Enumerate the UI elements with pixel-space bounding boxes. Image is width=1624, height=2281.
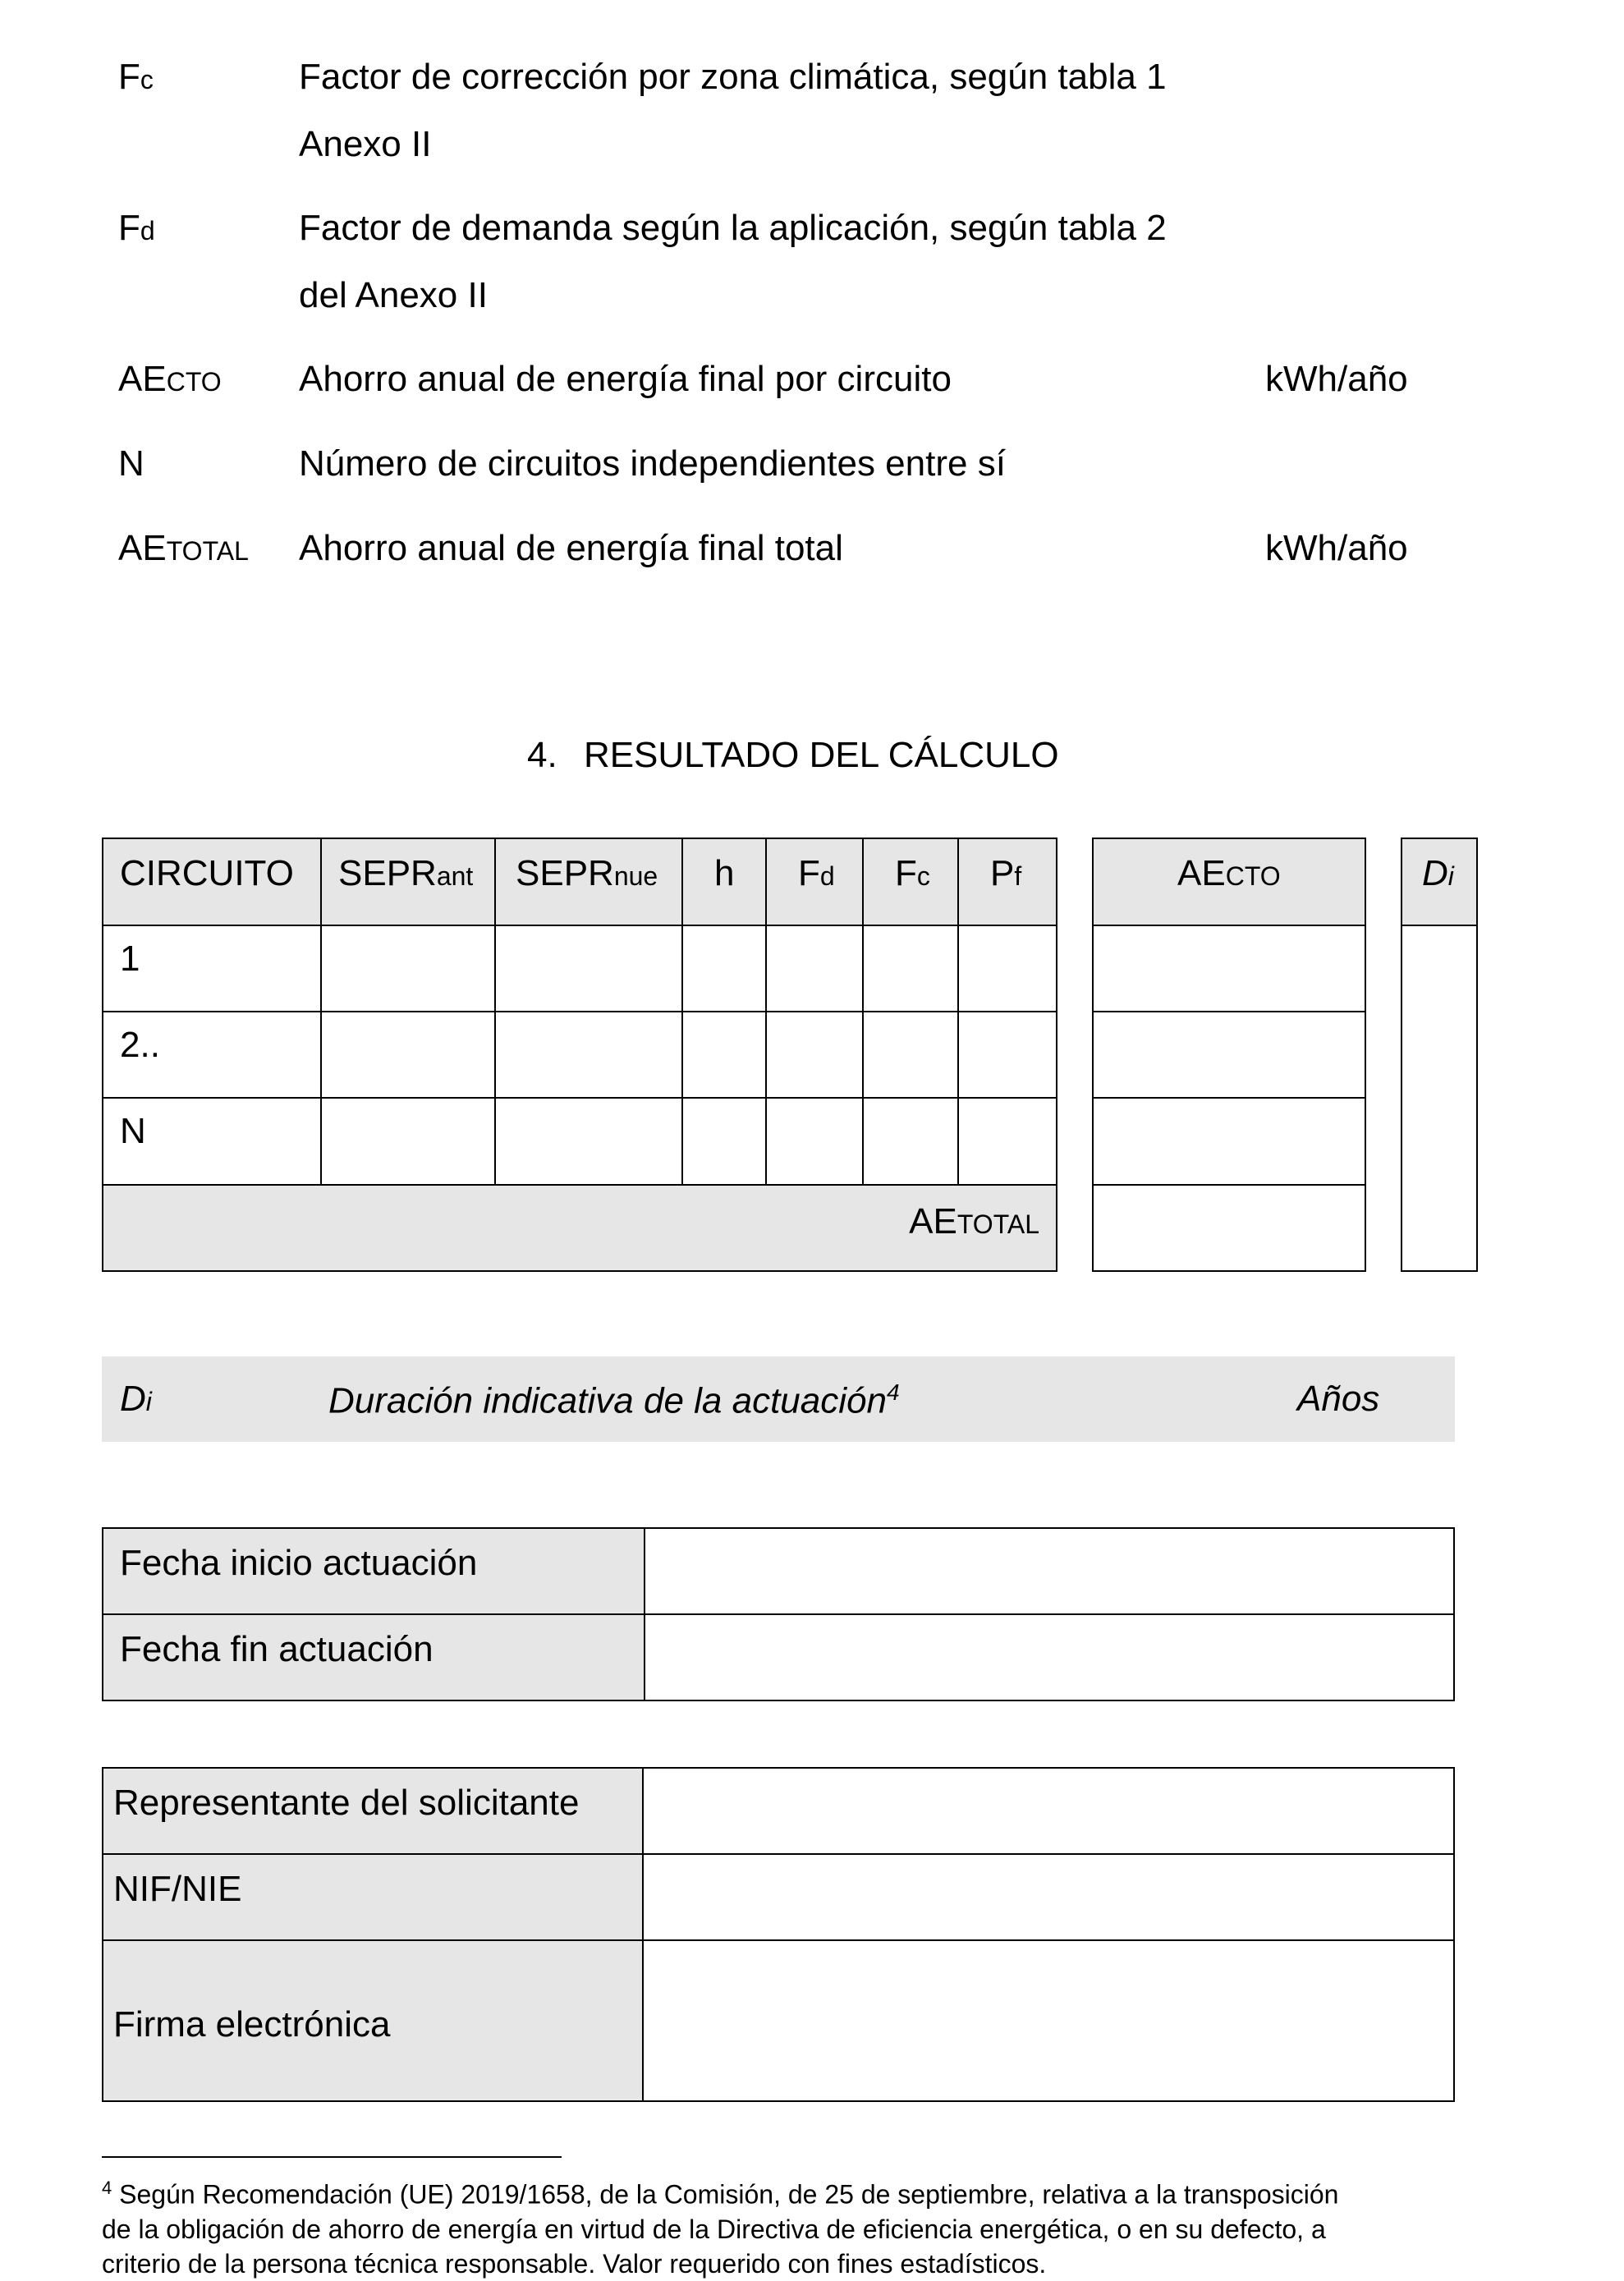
- definition-description: Ahorro anual de energía final por circuito: [299, 359, 952, 399]
- ae-total-cell[interactable]: [1092, 1184, 1366, 1272]
- table-row-label: N: [102, 1097, 322, 1186]
- duration-symbol: Di: [120, 1379, 152, 1419]
- nif-nie-field[interactable]: [642, 1853, 1455, 1941]
- table-row-label: 2..: [102, 1011, 322, 1099]
- input-cell[interactable]: [681, 1097, 767, 1186]
- input-cell[interactable]: [765, 925, 864, 1012]
- footnote: [102, 2171, 1498, 2281]
- header-ae-cto: AECTO: [1092, 838, 1366, 926]
- signature-label: Firma electrónica: [102, 1939, 644, 2102]
- input-cell[interactable]: [957, 1011, 1057, 1099]
- input-cell[interactable]: [862, 1097, 959, 1186]
- ae-cto-cell[interactable]: [1092, 1097, 1366, 1186]
- representative-label: Representante del solicitante: [102, 1767, 644, 1855]
- definition-symbol: Fc: [118, 57, 154, 97]
- input-cell[interactable]: [862, 925, 959, 1012]
- total-label: AETOTAL: [909, 1201, 1039, 1241]
- nif-nie-label: NIF/NIE: [102, 1853, 644, 1941]
- input-cell[interactable]: [862, 1011, 959, 1099]
- duration-description: Duración indicativa de la actuación$^4$: [328, 1379, 900, 1421]
- input-cell[interactable]: [320, 1011, 496, 1099]
- signature-field[interactable]: [642, 1939, 1455, 2102]
- di-cell[interactable]: [1401, 925, 1478, 1272]
- header-pf: Pf: [957, 838, 1057, 926]
- header-h: h: [681, 838, 767, 926]
- definition-symbol: Fd: [118, 208, 155, 248]
- header-fd: Fd: [765, 838, 864, 926]
- total-row: [102, 1184, 1057, 1272]
- footnote-number: 4: [102, 2178, 112, 2198]
- duration-row: [102, 1356, 1455, 1442]
- footnote-line: criterio de la persona técnica responsable. Valor requerido con fines estadísticos.: [102, 2248, 1047, 2279]
- section-title: RESULTADO DEL CÁLCULO: [583, 735, 1059, 775]
- start-date-label: Fecha inicio actuación: [102, 1527, 645, 1615]
- header-fc: Fc: [862, 838, 959, 926]
- duration-unit: Años: [1297, 1379, 1380, 1419]
- footnote-line: Según Recomendación (UE) 2019/1658, de la Comisión, de 25 de septiembre, relativa a la transposición: [112, 2179, 1339, 2210]
- end-date-label: Fecha fin actuación: [102, 1613, 645, 1701]
- representative-field[interactable]: [642, 1767, 1455, 1855]
- end-date-field[interactable]: [644, 1613, 1455, 1701]
- input-cell[interactable]: [320, 1097, 496, 1186]
- definition-description-cont: del Anexo II: [299, 275, 488, 315]
- definition-unit: kWh/año: [1265, 528, 1408, 568]
- input-cell[interactable]: [681, 1011, 767, 1099]
- input-cell[interactable]: [765, 1011, 864, 1099]
- section-heading: [527, 737, 1059, 773]
- input-cell[interactable]: [681, 925, 767, 1012]
- section-number: 4.: [527, 735, 557, 775]
- table-row-label: 1: [102, 925, 322, 1012]
- footnote-ref: 4: [886, 1379, 900, 1405]
- definition-description: Número de circuitos independientes entre sí: [299, 443, 1006, 484]
- definition-unit: kWh/año: [1265, 359, 1408, 399]
- input-cell[interactable]: [320, 925, 496, 1012]
- input-cell[interactable]: [765, 1097, 864, 1186]
- input-cell[interactable]: [957, 1097, 1057, 1186]
- ae-cto-cell[interactable]: [1092, 1011, 1366, 1099]
- header-circuito: CIRCUITO: [102, 838, 322, 926]
- start-date-field[interactable]: [644, 1527, 1455, 1615]
- ae-cto-cell[interactable]: [1092, 925, 1366, 1012]
- header-di: Di: [1401, 838, 1478, 926]
- definition-symbol: AECTO: [118, 359, 222, 399]
- input-cell[interactable]: [494, 1011, 683, 1099]
- definition-symbol: N: [118, 443, 145, 484]
- header-sepr-nue: SEPRnue: [494, 838, 683, 926]
- input-cell[interactable]: [957, 925, 1057, 1012]
- footnote-line: de la obligación de ahorro de energía en virtud de la Directiva de eficiencia energética, o en su defecto, a: [102, 2214, 1326, 2244]
- definition-symbol: AETOTAL: [118, 528, 249, 568]
- input-cell[interactable]: [494, 1097, 683, 1186]
- footnote-divider: [102, 2156, 562, 2158]
- definition-description: Ahorro anual de energía final total: [299, 528, 843, 568]
- definition-description: Factor de corrección por zona climática, según tabla 1: [299, 57, 1167, 97]
- header-sepr-ant: SEPRant: [320, 838, 496, 926]
- definition-description-cont: Anexo II: [299, 124, 432, 164]
- input-cell[interactable]: [494, 925, 683, 1012]
- definition-description: Factor de demanda según la aplicación, según tabla 2: [299, 208, 1167, 248]
